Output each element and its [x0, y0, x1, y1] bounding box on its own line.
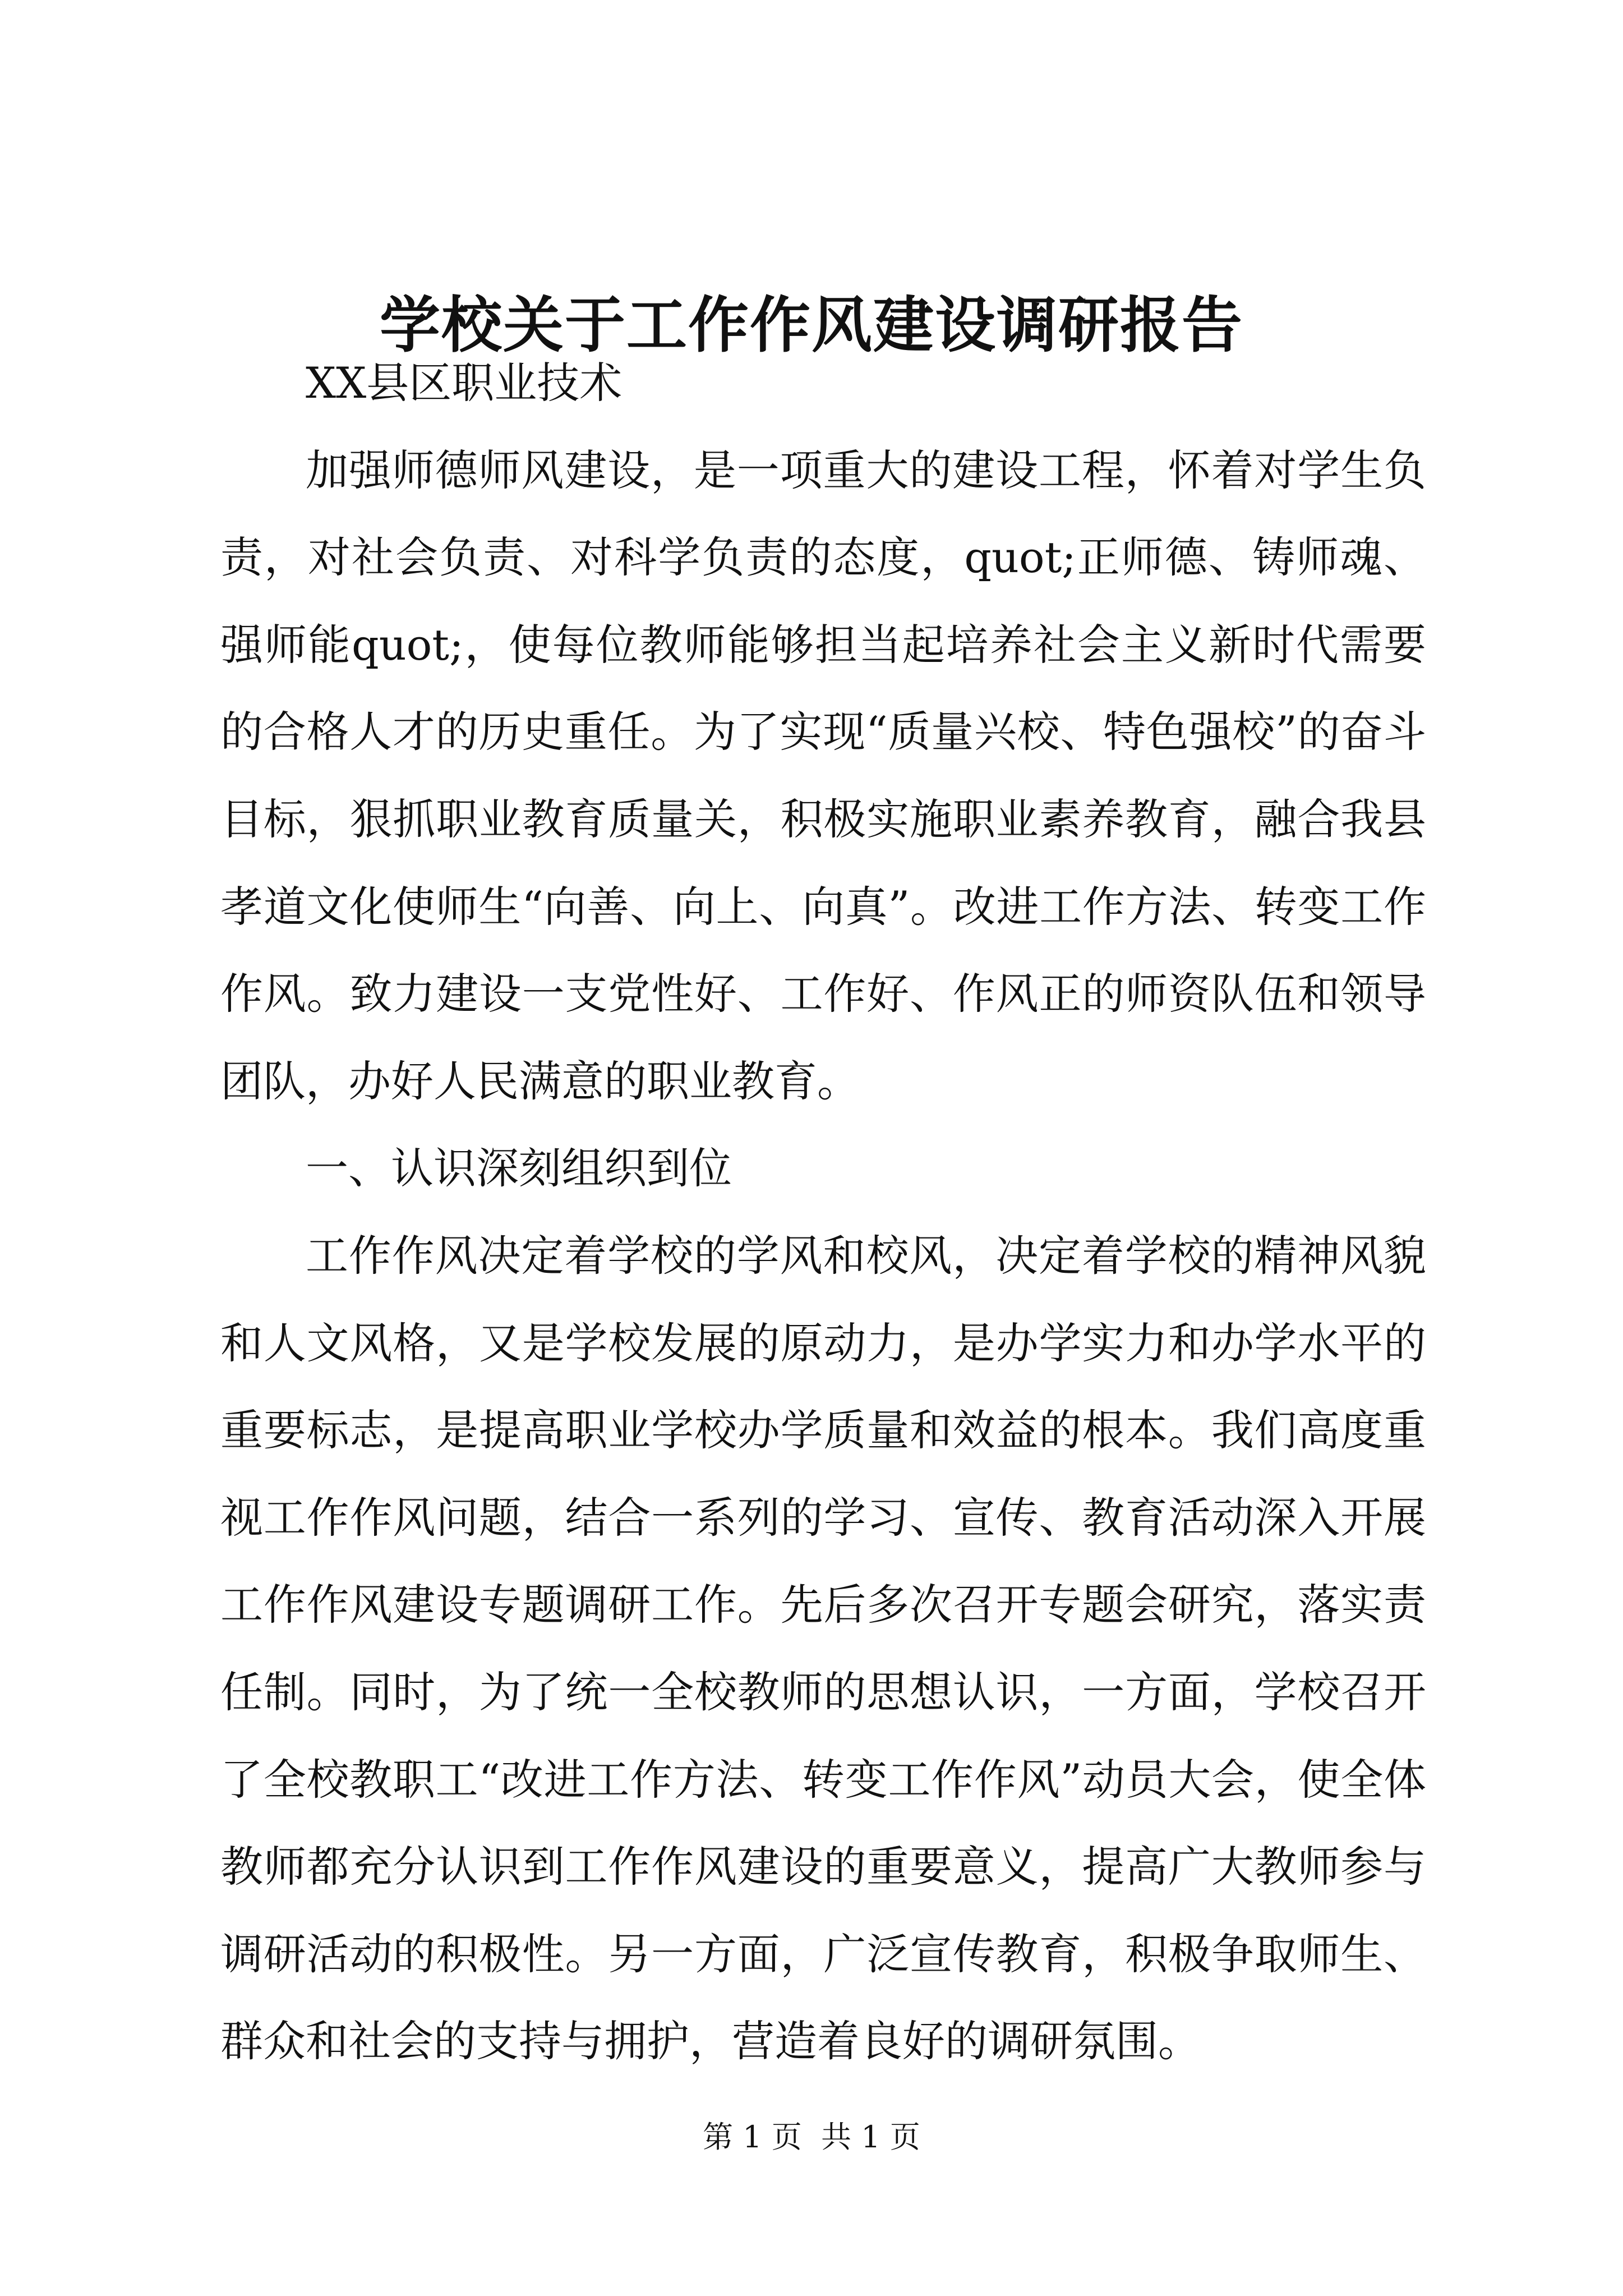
- document-title: 学校关于工作作风建设调研报告: [379, 290, 1243, 361]
- author-line: XX县区职业技术: [306, 358, 623, 408]
- page-footer: [0, 2115, 1623, 2160]
- document-body: [220, 339, 1426, 2085]
- section-heading: 一、认识深刻组织到位: [306, 1143, 732, 1194]
- intro-paragraph: 加强师德师风建设，是一项重大的建设工程，怀着对学生负责，对社会负责、对科学负责的态度，quot;正师德、铸师魂、强师能quot;，使每位教师能够担当起培养社会主义新时代需要的合格人才的历史重任。为了实现“质量兴校、特色强校”的奋斗目标，狠抓职业教育质量关，积极实施职业素养教育，融合我县孝道文化使师生“向善、向上、向真”。改进工作方法、转变工作作风。致力建设一支党性好、工作好、作风正的师资队伍和领导团队，办好人民满意的职业教育。: [220, 445, 1426, 1106]
- page-number: 第 1 页 共 1 页: [703, 2119, 920, 2155]
- section-paragraph: 工作作风决定着学校的学风和校风，决定着学校的精神风貌和人文风格，又是学校发展的原动力，是办学实力和办学水平的重要标志，是提高职业学校办学质量和效益的根本。我们高度重视工作作风问题，结合一系列的学习、宣传、教育活动深入开展工作作风建设专题调研工作。先后多次召开专题会研究，落实责任制。同时，为了统一全校教师的思想认识，一方面，学校召开了全校教职工“改进工作方法、转变工作作风”动员大会，使全体教师都充分认识到工作作风建设的重要意义，提高广大教师参与调研活动的积极性。另一方面，广泛宣传教育，积极争取师生、群众和社会的支持与拥护，营造着良好的调研氛围。: [220, 1230, 1426, 2067]
